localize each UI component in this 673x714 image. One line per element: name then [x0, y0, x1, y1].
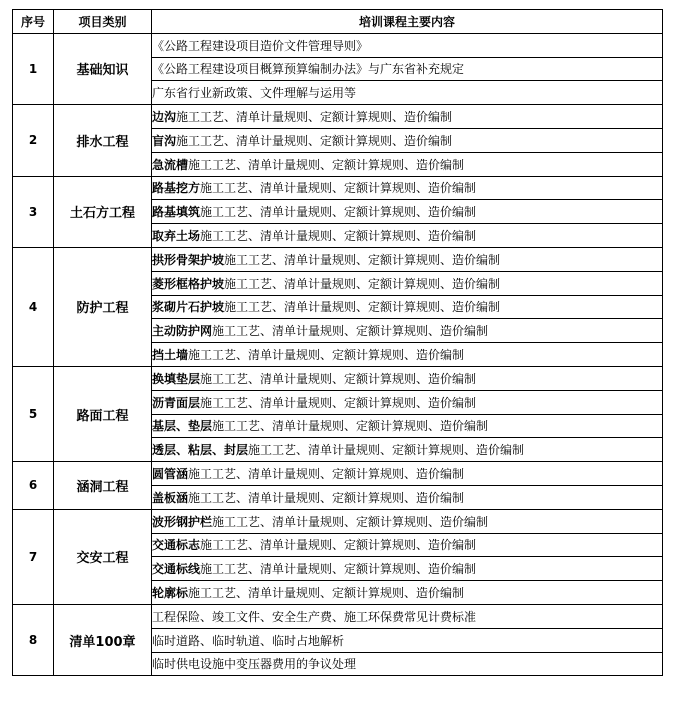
course-content	[152, 628, 663, 652]
course-item-text: 施工工艺、清单计量规则、定额计算规则、造价编制	[176, 133, 453, 148]
course-item-name: 菱形框格护坡	[152, 276, 225, 291]
course-item-text: 施工工艺、清单计量规则、定额计算规则、造价编制	[188, 586, 465, 601]
course-item-text: 施工工艺、清单计量规则、定额计算规则、造价编制	[188, 490, 465, 505]
course-content	[152, 319, 663, 343]
course-item-text: 施工工艺、清单计量规则、定额计算规则、造价编制	[212, 324, 489, 339]
course-item-text: 施工工艺、清单计量规则、定额计算规则、造价编制	[212, 514, 489, 529]
course-item-name: 急流槽	[152, 157, 189, 172]
row-number: 1	[13, 33, 54, 104]
course-item-text: 施工工艺、清单计量规则、定额计算规则、造价编制	[200, 181, 477, 196]
course-item-name: 挡土墙	[152, 348, 189, 363]
row-number: 5	[13, 366, 54, 461]
course-item-text: 临时供电设施中变压器费用的争议处理	[152, 657, 357, 672]
course-content	[152, 271, 663, 295]
course-item-name: 浆砌片石护坡	[152, 300, 225, 315]
row-number: 6	[13, 462, 54, 510]
course-item-name: 盲沟	[152, 133, 177, 148]
course-item-name: 波形钢护栏	[152, 514, 213, 529]
table-row	[13, 462, 663, 486]
course-item-text: 广东省行业新政策、文件理解与运用等	[152, 86, 357, 101]
course-item-name: 取弃土场	[152, 229, 201, 244]
course-item-name: 拱形骨架护坡	[152, 252, 225, 267]
course-content	[152, 533, 663, 557]
course-item-text: 施工工艺、清单计量规则、定额计算规则、造价编制	[200, 538, 477, 553]
course-item-text: 临时道路、临时轨道、临时占地解析	[152, 633, 345, 648]
course-content	[152, 604, 663, 628]
course-item-name: 路基填筑	[152, 205, 201, 220]
course-content	[152, 414, 663, 438]
course-content	[152, 509, 663, 533]
course-content	[152, 462, 663, 486]
course-item-text: 施工工艺、清单计量规则、定额计算规则、造价编制	[188, 348, 465, 363]
course-content	[152, 57, 663, 81]
course-item-name: 盖板涵	[152, 490, 189, 505]
course-item-text: 施工工艺、清单计量规则、定额计算规则、造价编制	[224, 276, 501, 291]
header-no: 序号	[13, 10, 54, 34]
row-number: 3	[13, 176, 54, 247]
course-item-text: 施工工艺、清单计量规则、定额计算规则、造价编制	[176, 110, 453, 125]
row-number: 4	[13, 247, 54, 366]
course-item-name: 轮廓标	[152, 586, 189, 601]
header-row	[13, 10, 663, 34]
table-row	[13, 33, 663, 57]
course-content	[152, 581, 663, 605]
course-item-text: 施工工艺、清单计量规则、定额计算规则、造价编制	[224, 300, 501, 315]
course-content	[152, 652, 663, 676]
project-category: 涵洞工程	[54, 462, 152, 510]
course-content	[152, 485, 663, 509]
course-item-text: 施工工艺、清单计量规则、定额计算规则、造价编制	[188, 467, 465, 482]
course-content	[152, 366, 663, 390]
course-content	[152, 200, 663, 224]
table-row	[13, 366, 663, 390]
project-category: 防护工程	[54, 247, 152, 366]
course-content	[152, 81, 663, 105]
project-category: 基础知识	[54, 33, 152, 104]
table-row	[13, 604, 663, 628]
project-category: 交安工程	[54, 509, 152, 604]
course-item-text: 工程保险、竣工文件、安全生产费、施工环保费常见计费标准	[152, 609, 477, 624]
course-item-name: 沥青面层	[152, 395, 201, 410]
course-item-text: 施工工艺、清单计量规则、定额计算规则、造价编制	[188, 157, 465, 172]
table-row	[13, 105, 663, 129]
course-content	[152, 105, 663, 129]
course-item-text: 施工工艺、清单计量规则、定额计算规则、造价编制	[200, 229, 477, 244]
table-row	[13, 509, 663, 533]
row-number: 7	[13, 509, 54, 604]
course-item-name: 路基挖方	[152, 181, 201, 196]
course-content	[152, 224, 663, 248]
course-content	[152, 295, 663, 319]
project-category: 排水工程	[54, 105, 152, 176]
course-item-text: 施工工艺、清单计量规则、定额计算规则、造价编制	[248, 443, 525, 458]
project-category: 清单100章	[54, 604, 152, 675]
course-content	[152, 33, 663, 57]
project-category: 土石方工程	[54, 176, 152, 247]
course-item-name: 交通标线	[152, 562, 201, 577]
course-item-name: 圆管涵	[152, 467, 189, 482]
course-item-name: 边沟	[152, 110, 177, 125]
course-item-text: 施工工艺、清单计量规则、定额计算规则、造价编制	[212, 419, 489, 434]
course-item-text: 施工工艺、清单计量规则、定额计算规则、造价编制	[200, 395, 477, 410]
course-item-text: 《公路工程建设项目概算预算编制办法》与广东省补充规定	[152, 62, 465, 77]
course-item-name: 透层、粘层、封层	[152, 443, 249, 458]
course-content	[152, 152, 663, 176]
project-category: 路面工程	[54, 366, 152, 461]
course-item-text: 施工工艺、清单计量规则、定额计算规则、造价编制	[200, 205, 477, 220]
course-content	[152, 176, 663, 200]
row-number: 8	[13, 604, 54, 675]
course-item-name: 基层、垫层	[152, 419, 213, 434]
row-number: 2	[13, 105, 54, 176]
course-item-name: 交通标志	[152, 538, 201, 553]
table-row	[13, 247, 663, 271]
table-body	[13, 33, 663, 676]
course-item-name: 主动防护网	[152, 324, 213, 339]
course-content	[152, 343, 663, 367]
course-content	[152, 128, 663, 152]
course-item-text: 施工工艺、清单计量规则、定额计算规则、造价编制	[224, 252, 501, 267]
table-row	[13, 176, 663, 200]
course-content	[152, 438, 663, 462]
course-item-text: 《公路工程建设项目造价文件管理导则》	[152, 38, 369, 53]
course-item-name: 换填垫层	[152, 371, 201, 386]
header-content: 培训课程主要内容	[152, 10, 663, 34]
header-category: 项目类别	[54, 10, 152, 34]
course-item-text: 施工工艺、清单计量规则、定额计算规则、造价编制	[200, 371, 477, 386]
training-course-table	[12, 9, 663, 676]
course-item-text: 施工工艺、清单计量规则、定额计算规则、造价编制	[200, 562, 477, 577]
course-content	[152, 247, 663, 271]
course-content	[152, 557, 663, 581]
course-content	[152, 390, 663, 414]
